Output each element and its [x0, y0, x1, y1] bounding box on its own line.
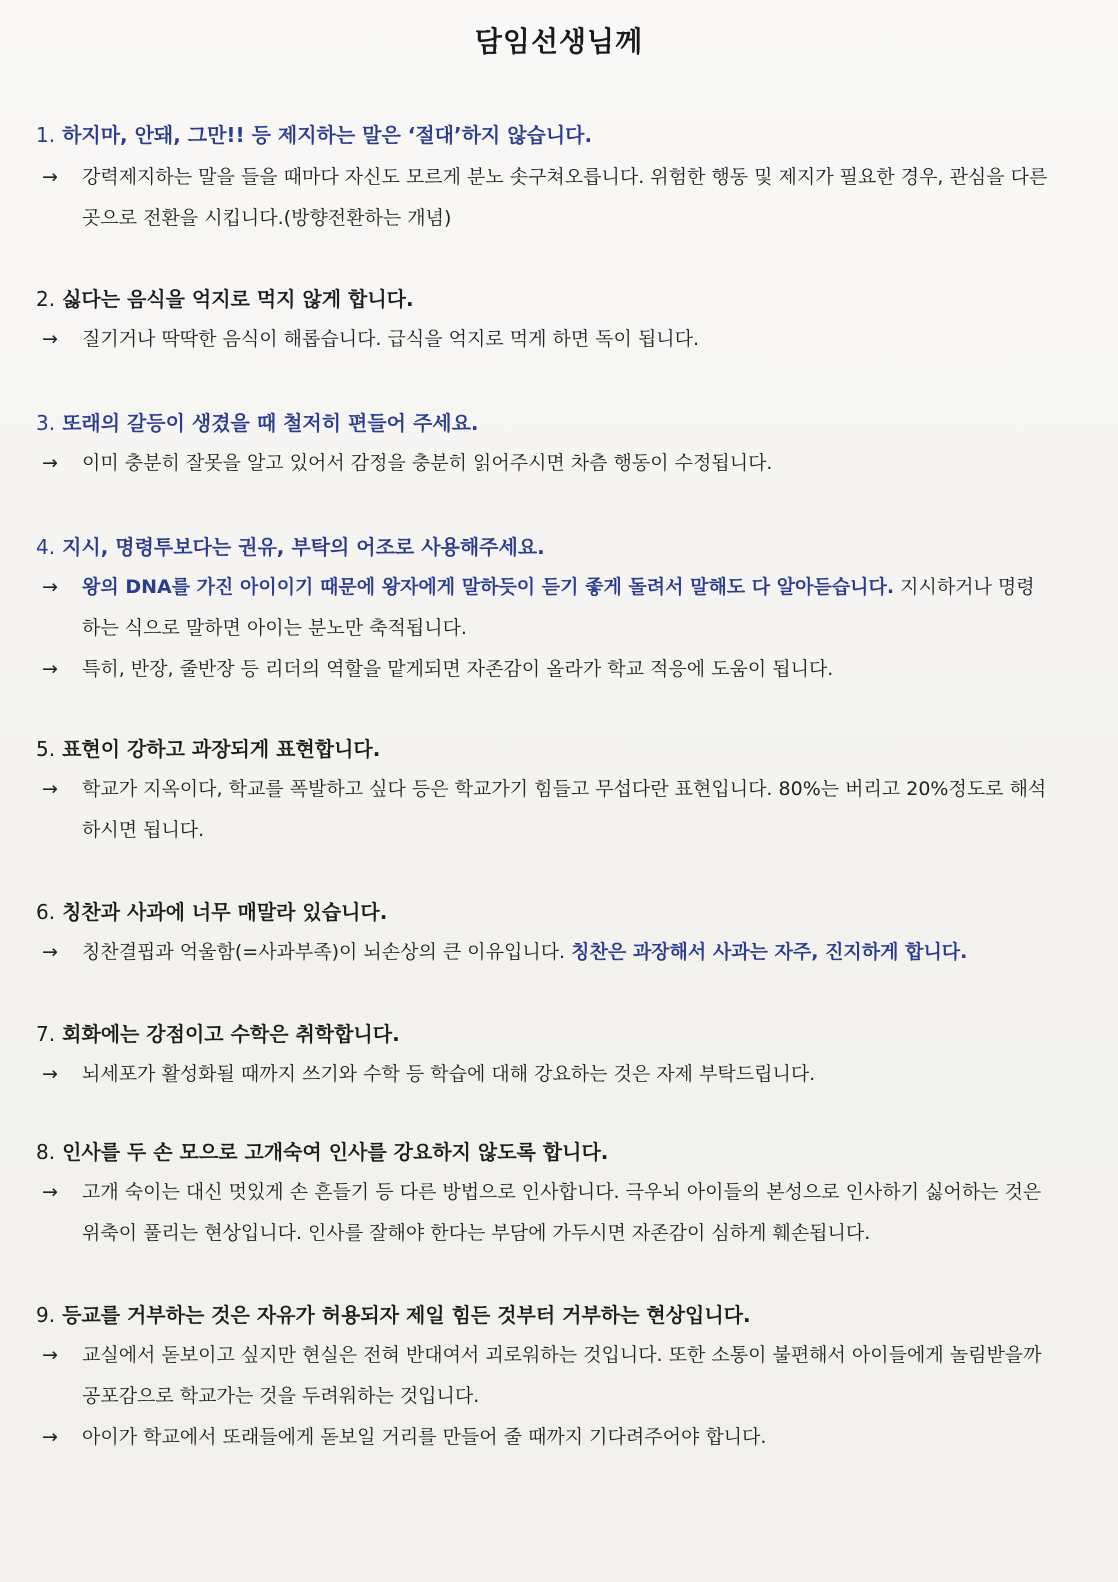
guideline-heading [36, 732, 1052, 766]
note-text: 칭찬결핍과 억울함(=사과부족)이 뇌손상의 큰 이유입니다. [82, 941, 572, 963]
guideline-note [36, 932, 1052, 973]
guideline-item [36, 732, 1052, 851]
guideline-note [36, 567, 1052, 649]
note-text: 이미 충분히 잘못을 알고 있어서 감정을 충분히 읽어주시면 차츰 행동이 수정됩니다. [82, 452, 773, 474]
note-highlight: 칭찬은 과장해서 사과는 자주, 진지하게 합니다. [571, 941, 968, 963]
guideline-item [36, 895, 1052, 973]
guideline-item [36, 1017, 1052, 1095]
note-highlight: 왕의 DNA를 가진 아이이기 때문에 왕자에게 말하듯이 듣기 좋게 돌려서 말해도 다 알아듣습니다. [82, 576, 895, 598]
page-title: 담임선생님께 [474, 25, 644, 58]
arrow-icon: → [42, 576, 58, 598]
guideline-number: 9. [36, 1303, 56, 1327]
guideline-heading [36, 1017, 1052, 1051]
guideline-note [36, 769, 1052, 851]
guideline-number: 7. [36, 1022, 56, 1046]
guideline-number: 6. [36, 900, 56, 924]
guideline-number: 4. [36, 535, 56, 559]
note-text: 강력제지하는 말을 들을 때마다 자신도 모르게 분노 솟구쳐오릅니다. 위험한 행동 및 제지가 필요한 경우, 관심을 다른 곳으로 전환을 시킵니다.(방향전환하는 개념) [82, 166, 1048, 229]
guideline-item [36, 530, 1052, 690]
note-text: 교실에서 돋보이고 싶지만 현실은 전혀 반대여서 괴로워하는 것입니다. 또한 소통이 불편해서 아이들에게 놀림받을까 공포감으로 학교가는 것을 두려워하는 것입니다. [82, 1344, 1042, 1407]
guideline-heading-text: 칭찬과 사과에 너무 매말라 있습니다. [62, 900, 388, 924]
arrow-icon: → [42, 941, 58, 963]
guideline-note [36, 1417, 1052, 1458]
guideline-heading [36, 1298, 1052, 1332]
guideline-heading-text: 표현이 강하고 과장되게 표현합니다. [62, 737, 381, 761]
guideline-note [36, 443, 1052, 484]
guideline-note [36, 157, 1052, 239]
guideline-item [36, 282, 1052, 360]
guideline-note [36, 319, 1052, 360]
guideline-heading-text: 회화에는 강점이고 수학은 취학합니다. [62, 1022, 400, 1046]
guideline-number: 8. [36, 1140, 56, 1164]
guideline-item [36, 1135, 1052, 1254]
arrow-icon: → [42, 452, 58, 474]
arrow-icon: → [42, 658, 58, 680]
guideline-heading-text: 하지마, 안돼, 그만!! 등 제지하는 말은 ‘절대’하지 않습니다. [62, 123, 593, 147]
guideline-heading [36, 118, 1052, 152]
guideline-heading [36, 1135, 1052, 1169]
note-text: 학교가 지옥이다, 학교를 폭발하고 싶다 등은 학교가기 힘들고 무섭다란 표현입니다. 80%는 버리고 20%정도로 해석하시면 됩니다. [82, 778, 1047, 841]
guideline-number: 1. [36, 123, 56, 147]
note-text: 아이가 학교에서 또래들에게 돋보일 거리를 만들어 줄 때까지 기다려주어야 합니다. [82, 1426, 767, 1448]
note-text: 질기거나 딱딱한 음식이 해롭습니다. 급식을 억지로 먹게 하면 독이 됩니다. [82, 328, 700, 350]
guideline-item [36, 406, 1052, 484]
guideline-number: 3. [36, 411, 56, 435]
guideline-heading [36, 406, 1052, 440]
arrow-icon: → [42, 778, 58, 800]
arrow-icon: → [42, 166, 58, 188]
arrow-icon: → [42, 1063, 58, 1085]
guideline-note [36, 1172, 1052, 1254]
guideline-number: 2. [36, 287, 56, 311]
note-text: 특히, 반장, 줄반장 등 리더의 역할을 맡게되면 자존감이 올라가 학교 적응에 도움이 됩니다. [82, 658, 834, 680]
guideline-item [36, 1298, 1052, 1458]
note-text: 고개 숙이는 대신 멋있게 손 흔들기 등 다른 방법으로 인사합니다. 극우뇌 아이들의 본성으로 인사하기 싫어하는 것은 위축이 풀리는 현상입니다. 인사를 잘해야 한다는 부담에 가두시면 자존감이 심하게 훼손됩니다. [82, 1181, 1042, 1244]
guideline-number: 5. [36, 737, 56, 761]
guideline-heading-text: 싫다는 음식을 억지로 먹지 않게 합니다. [62, 287, 414, 311]
arrow-icon: → [42, 1426, 58, 1448]
guideline-note [36, 1335, 1052, 1417]
guideline-note [36, 1054, 1052, 1095]
arrow-icon: → [42, 1181, 58, 1203]
arrow-icon: → [42, 1344, 58, 1366]
guideline-heading-text: 지시, 명령투보다는 권유, 부탁의 어조로 사용해주세요. [62, 535, 545, 559]
note-text: 뇌세포가 활성화될 때까지 쓰기와 수학 등 학습에 대해 강요하는 것은 자제 부탁드립니다. [82, 1063, 816, 1085]
guideline-heading-text: 또래의 갈등이 생겼을 때 철저히 편들어 주세요. [62, 411, 479, 435]
guideline-note [36, 649, 1052, 690]
note-text: 지시하거나 명령하는 식으로 말하면 아이는 분노만 축적됩니다. [82, 576, 1035, 639]
guideline-item [36, 118, 1052, 239]
guideline-heading-text: 인사를 두 손 모으로 고개숙여 인사를 강요하지 않도록 합니다. [62, 1140, 609, 1164]
guideline-heading-text: 등교를 거부하는 것은 자유가 허용되자 제일 힘든 것부터 거부하는 현상입니다. [62, 1303, 751, 1327]
guideline-list [36, 118, 1052, 1458]
guideline-heading [36, 282, 1052, 316]
arrow-icon: → [42, 328, 58, 350]
guideline-heading [36, 895, 1052, 929]
guideline-heading [36, 530, 1052, 564]
